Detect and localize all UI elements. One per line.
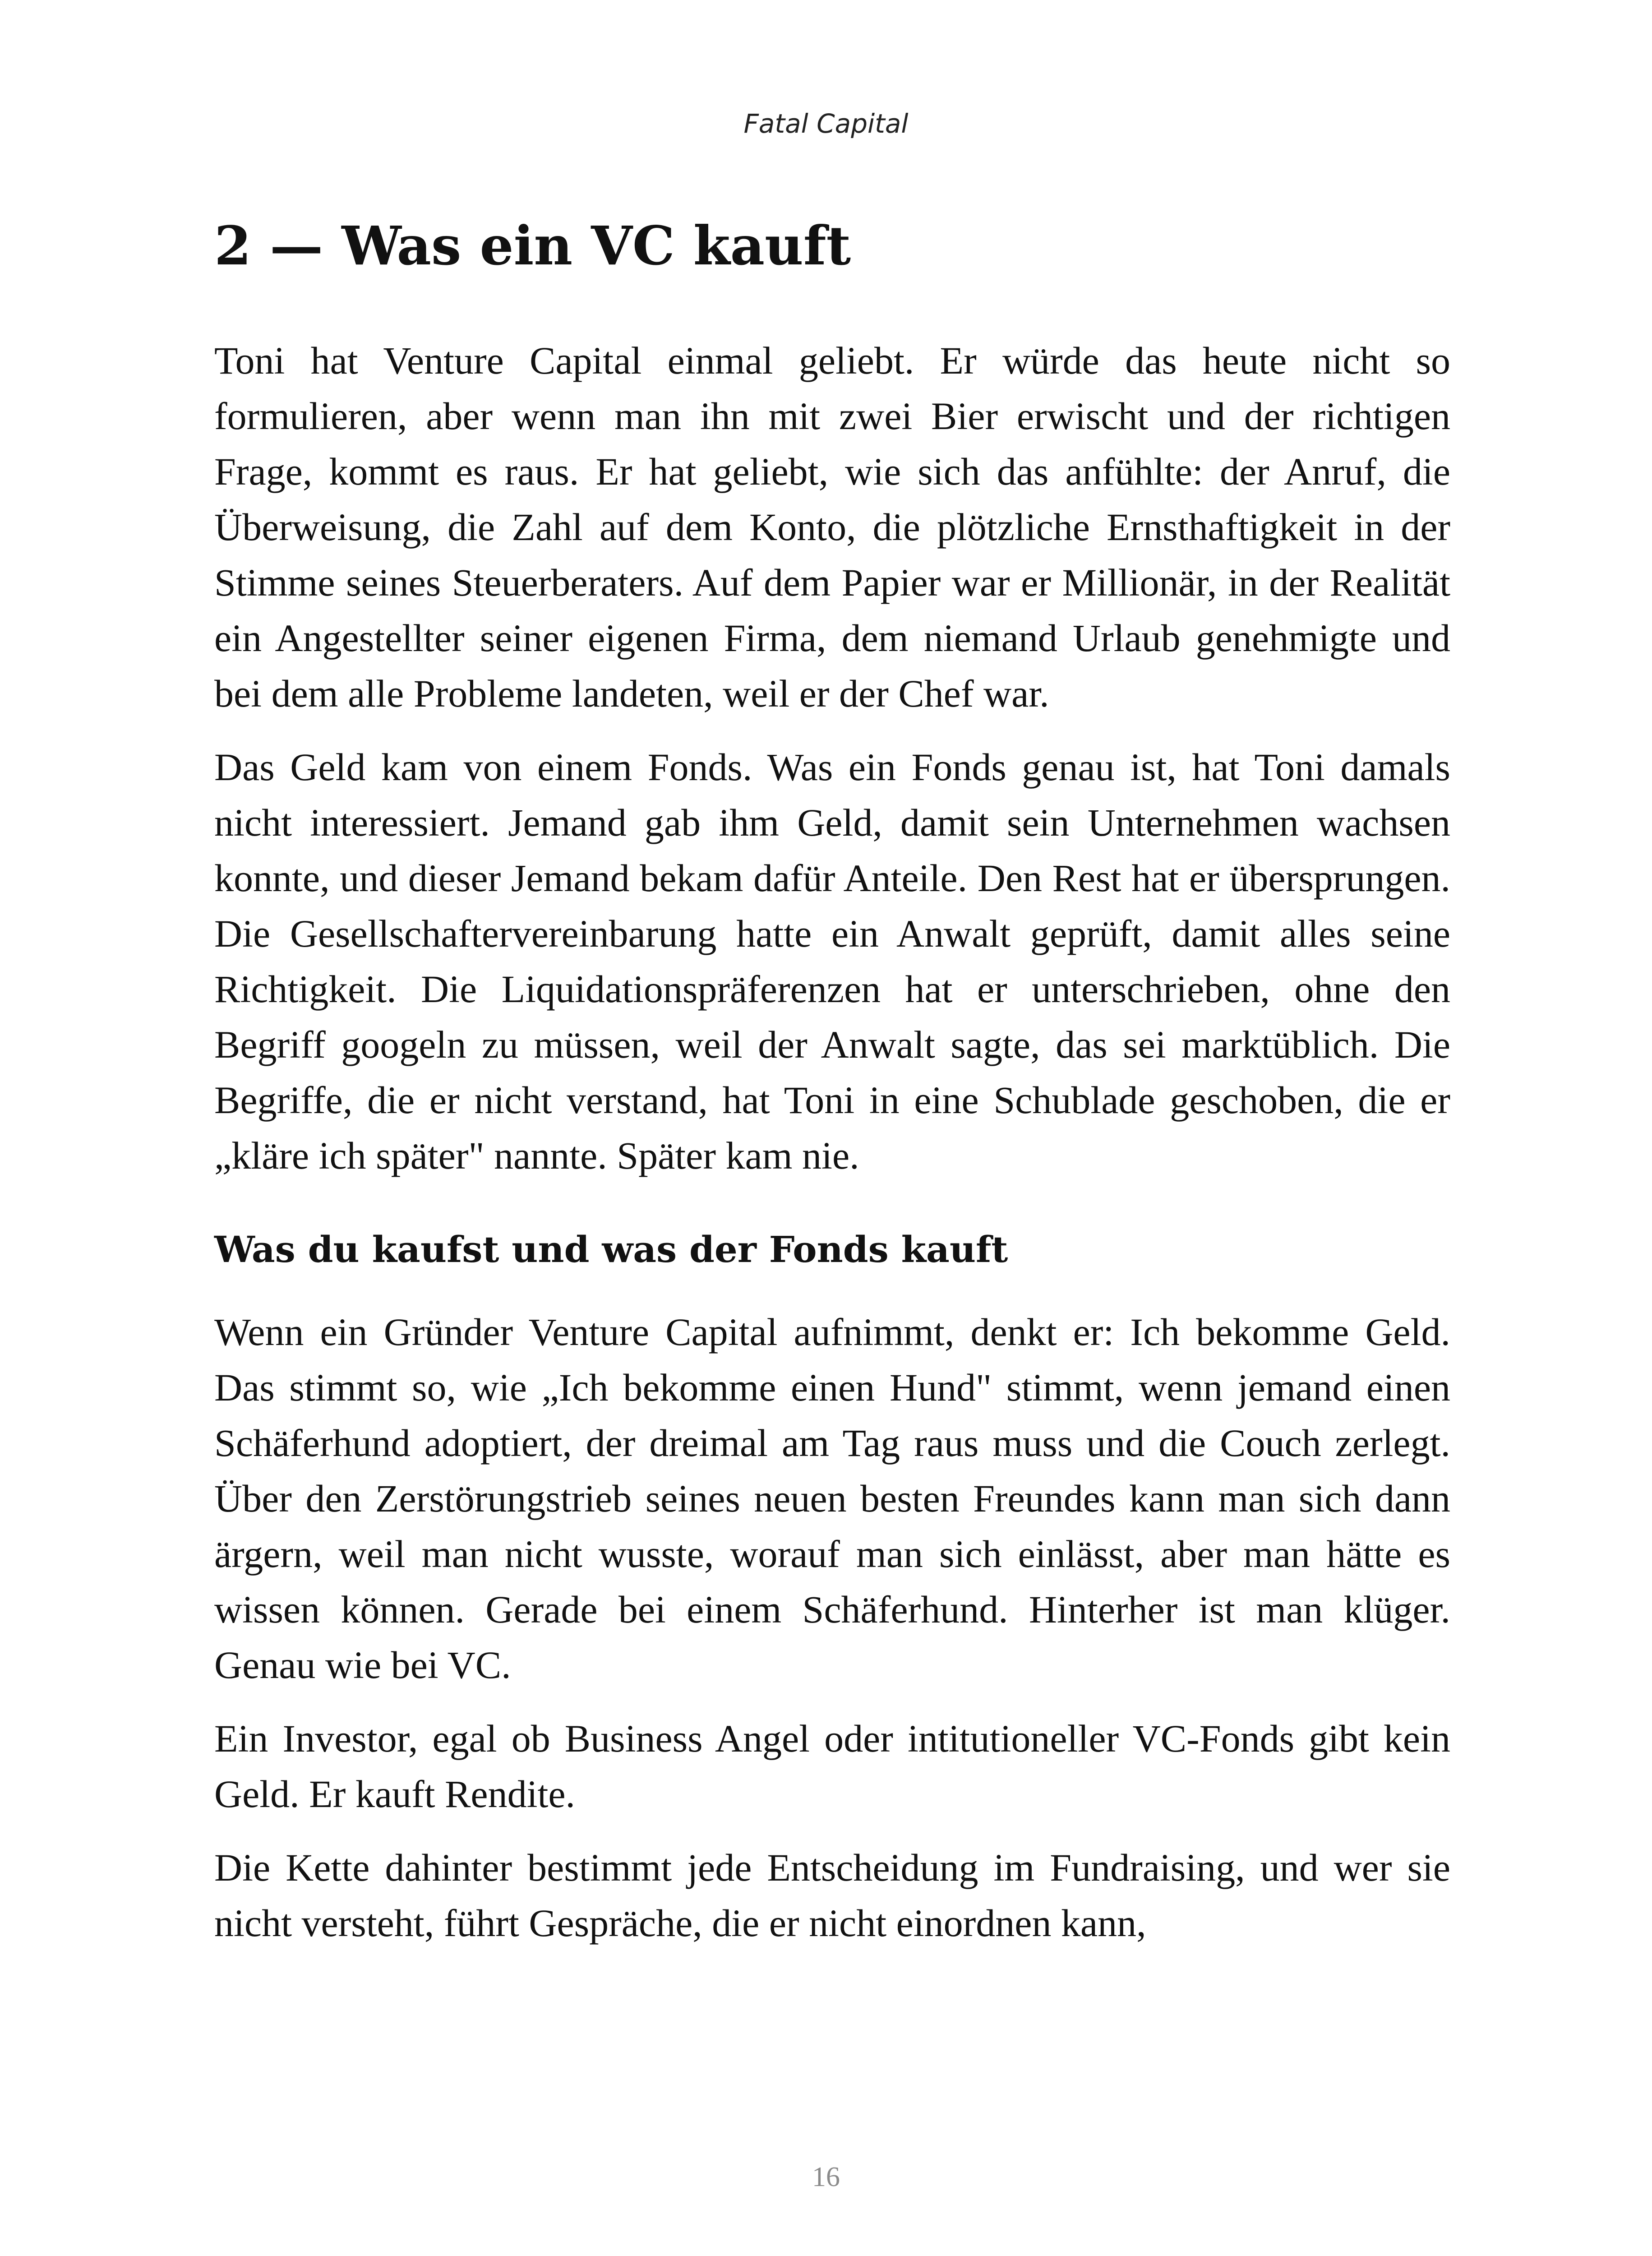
chapter-title: 2 — Was ein VC kauft	[214, 214, 851, 277]
paragraph: Die Kette dahinter bestimmt jede Entscheidung im Fundraising, und wer sie nicht versteht, führt Gespräche, die er nicht einordnen kann,	[214, 1846, 1450, 1945]
running-header: Fatal Capital	[743, 108, 909, 139]
paragraph: Ein Investor, egal ob Business Angel oder intitutioneller VC-Fonds gibt kein Geld. Er kauft Rendite.	[214, 1717, 1450, 1816]
page-content	[214, 212, 1450, 1969]
paragraph: Toni hat Venture Capital einmal geliebt. Er würde das heute nicht so formulieren, aber wenn man ihn mit zwei Bier erwischt und der richtigen Frage, kommt es raus. Er hat geliebt, wie sich das anfühlte: der Anruf, die Überweisung, die Zahl auf dem Konto, die plötzliche Ernsthaftigkeit in der Stimme seines Steuerberaters. Auf dem Papier war er Millionär, in der Realität ein Angestellter seiner eigenen Firma, dem niemand Urlaub genehmigte und bei dem alle Probleme landeten, weil er der Chef war.	[214, 339, 1450, 715]
page-number: 16	[812, 2162, 840, 2192]
paragraph: Wenn ein Gründer Venture Capital aufnimmt, denkt er: Ich bekomme Geld. Das stimmt so, wie „Ich bekomme einen Hund" stimmt, wenn jemand einen Schäferhund adoptiert, der dreimal am Tag raus muss und die Couch zerlegt. Über den Zerstörungstrieb seines neuen besten Freundes kann man sich dann ärgern, weil man nicht wusste, worauf man sich einlässt, aber man hätte es wissen können. Gerade bei einem Schäferhund. Hinterher ist man klüger. Genau wie bei VC.	[214, 1310, 1450, 1687]
section-heading: Was du kaufst und was der Fonds kauft	[214, 1228, 1008, 1271]
paragraph: Das Geld kam von einem Fonds. Was ein Fonds genau ist, hat Toni damals nicht interessiert. Jemand gab ihm Geld, damit sein Unternehmen wachsen konnte, und dieser Jemand bekam dafür Anteile. Den Rest hat er übersprungen. Die Gesellschaftervereinbarung hatte ein Anwalt geprüft, damit alles seine Richtigkeit. Die Liquidationspräferenzen hat er unterschrieben, ohne den Begriff googeln zu müssen, weil der Anwalt sagte, das sei marktüblich. Die Begriffe, die er nicht verstand, hat Toni in eine Schublade geschoben, die er „kläre ich später" nannte. Später kam nie.	[214, 745, 1450, 1177]
